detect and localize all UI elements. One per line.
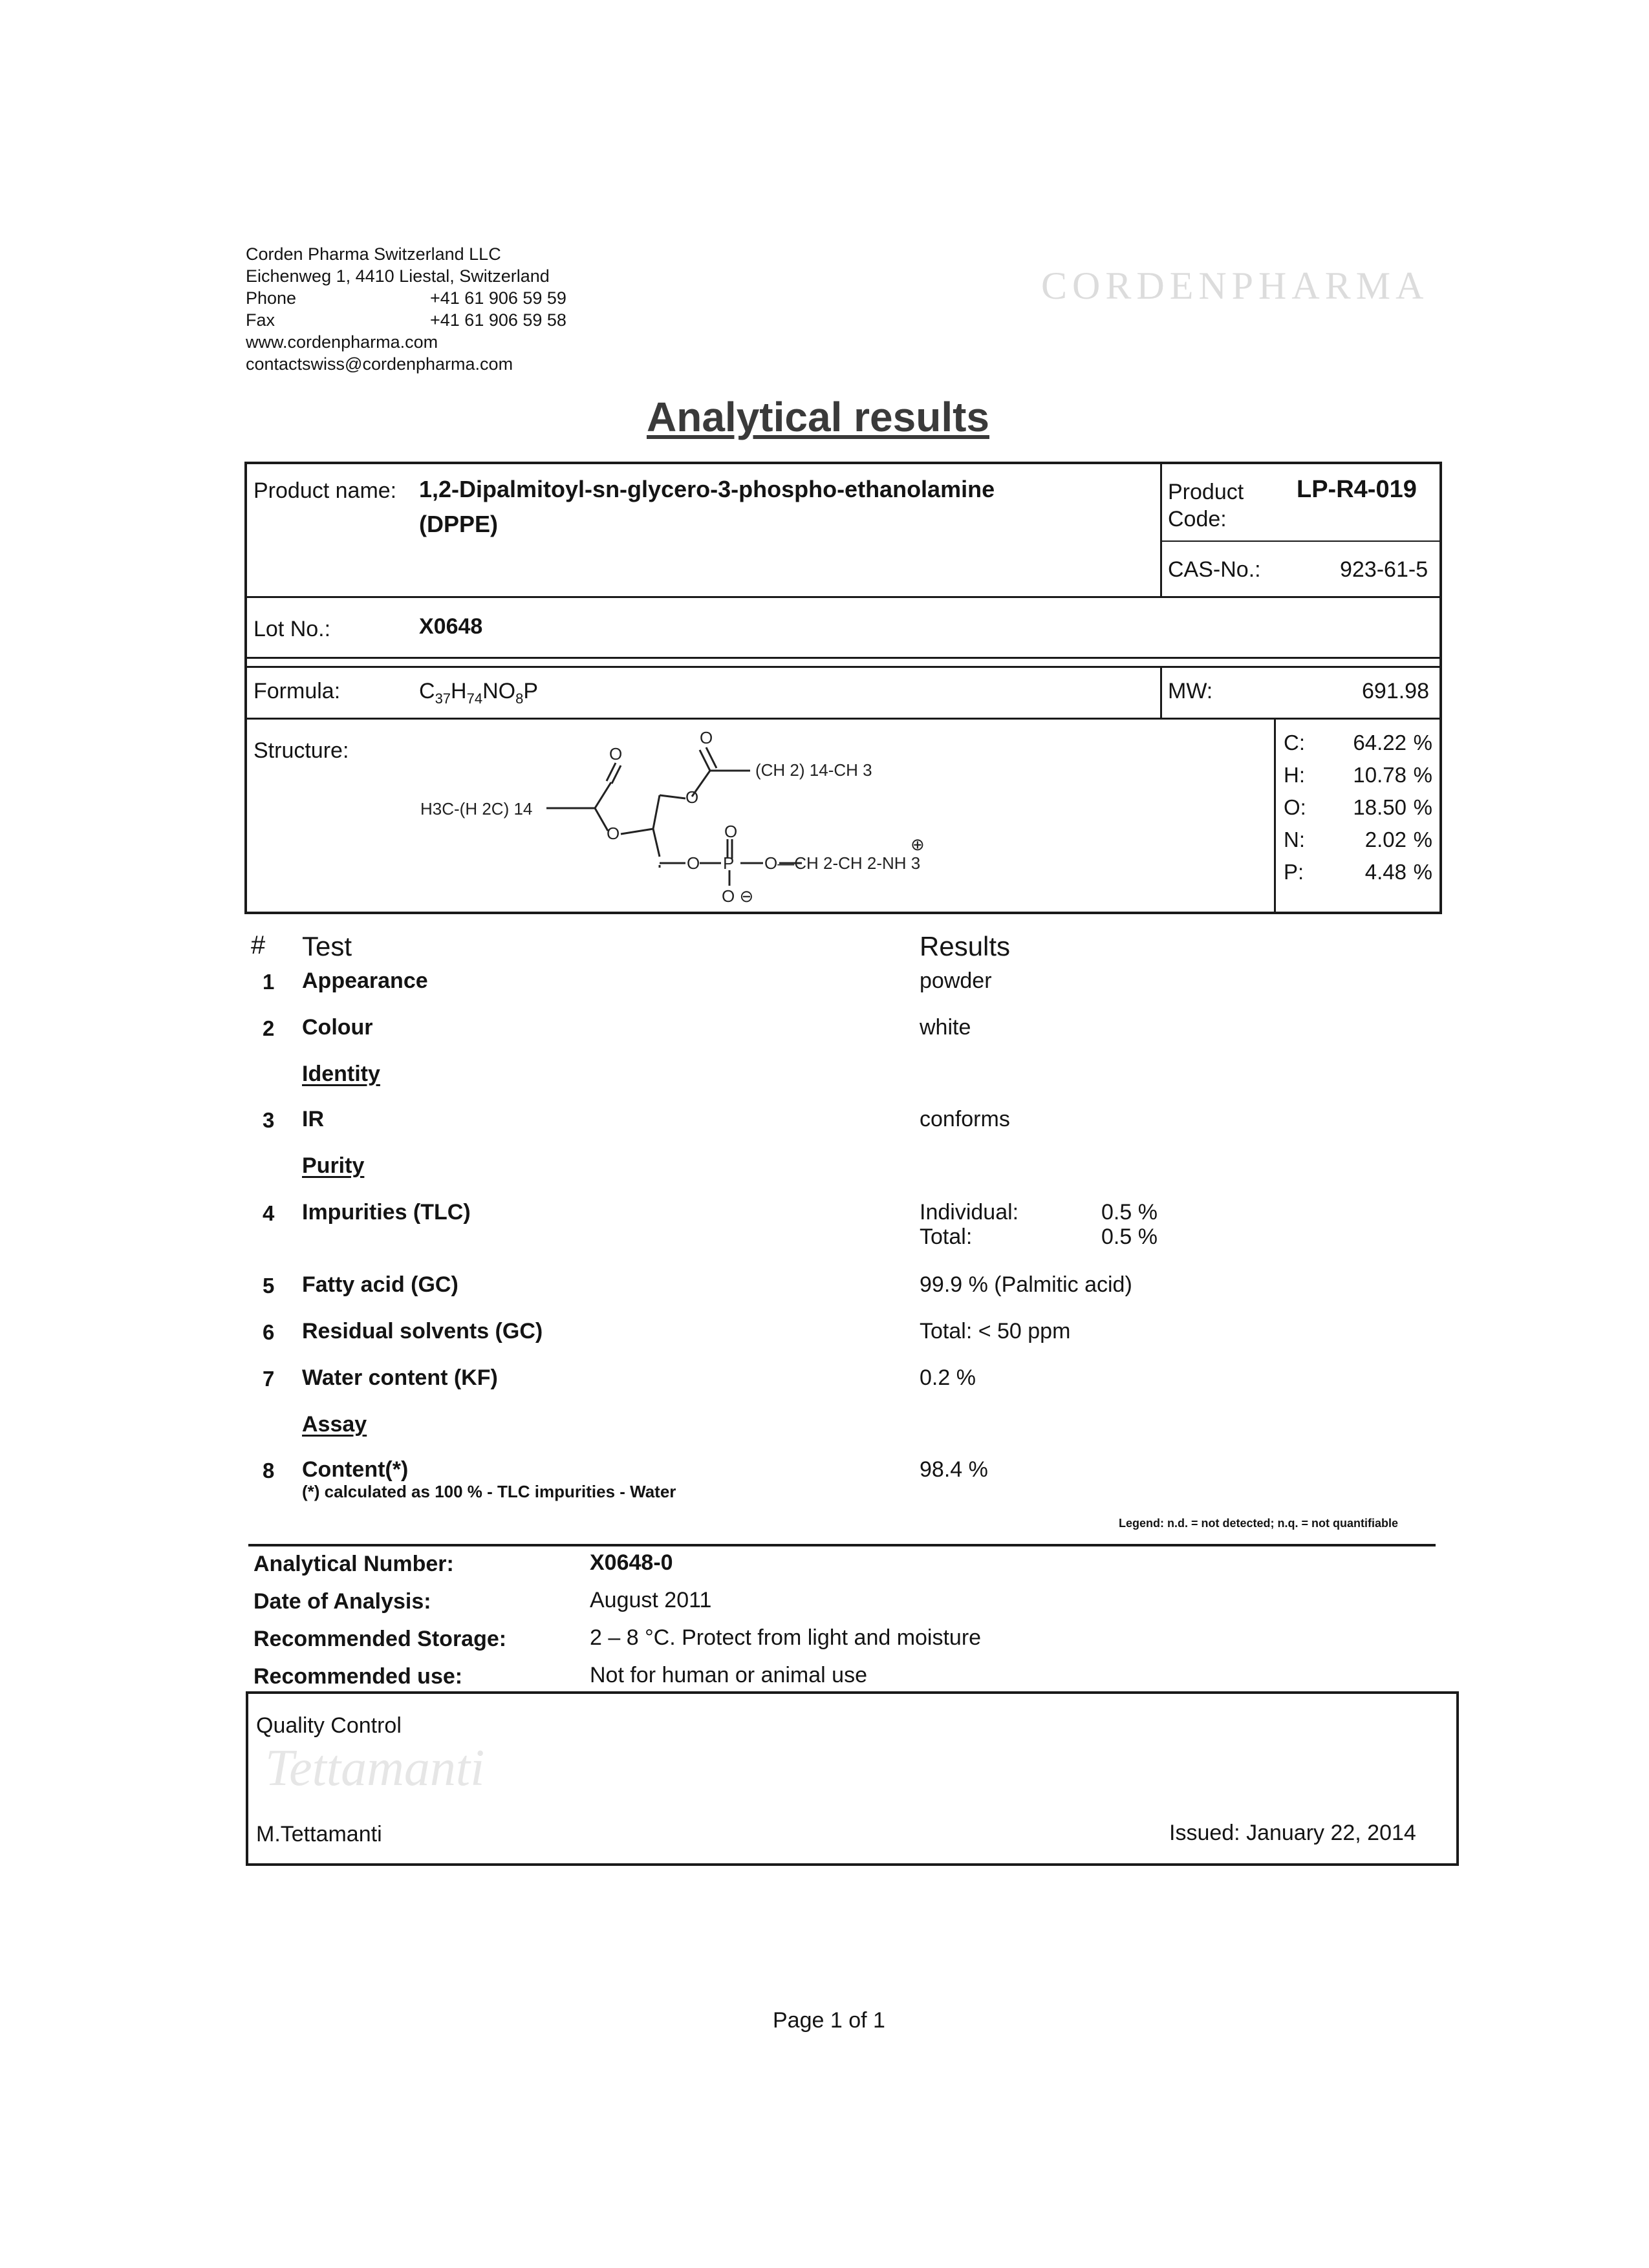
test-name: IR (302, 1107, 324, 1131)
product-name-abbrev: (DPPE) (419, 511, 499, 537)
test-number: 1 (263, 970, 275, 994)
test-number: 4 (263, 1201, 275, 1225)
structure-po-double: O (724, 822, 738, 841)
formula-h-sub: 74 (466, 690, 483, 707)
formula-p: P (523, 679, 539, 703)
structure-plus: ⊕ (911, 835, 925, 854)
formula (419, 679, 538, 707)
composition-value: 2.02 (1364, 828, 1406, 851)
page-number: Page 1 of 1 (773, 2008, 885, 2033)
use-value: Not for human or animal use (590, 1663, 867, 1687)
structure-carbonyl-o2: O (700, 728, 713, 747)
results-header: Results (920, 931, 1011, 961)
company-name: Corden Pharma Switzerland LLC (246, 244, 501, 264)
analytical-number-label: Analytical Number: (253, 1552, 454, 1576)
composition-symbol: C: (1284, 731, 1305, 754)
test-number: 3 (263, 1108, 275, 1132)
phone-label: Phone (246, 288, 297, 308)
divider (248, 1544, 1436, 1546)
percent-sign: % (1413, 828, 1432, 851)
test-result-label: Total: (920, 1225, 973, 1249)
fax-number: +41 61 906 59 58 (430, 310, 566, 330)
structure-phosphate-o: O (687, 853, 700, 873)
composition-value: 10.78 (1353, 763, 1406, 787)
test-result: 0.5 % (1101, 1225, 1158, 1249)
formula-h: H (451, 679, 467, 703)
section-purity: Purity (302, 1153, 365, 1178)
section-identity: Identity (302, 1062, 380, 1086)
test-name: Colour (302, 1015, 373, 1040)
legend: Legend: n.d. = not detected; n.q. = not quantifiable (1119, 1517, 1398, 1530)
structure-diagram (401, 724, 996, 912)
test-result: 0.5 % (1101, 1200, 1158, 1225)
test-name: Content(*) (302, 1457, 409, 1482)
date-label: Date of Analysis: (253, 1589, 431, 1614)
structure-left-chain: H3C-(H 2C) 14 (420, 799, 533, 818)
qc-name: M.Tettamanti (256, 1822, 382, 1846)
test-note: (*) calculated as 100 % - TLC impurities - Water (302, 1482, 676, 1501)
cas-number: 923-61-5 (1340, 557, 1428, 582)
test-result: conforms (920, 1107, 1010, 1131)
test-result-label: Individual: (920, 1200, 1019, 1225)
structure-carbonyl-o1: O (609, 744, 623, 764)
product-name: 1,2-Dipalmitoyl-sn-glycero-3-phospho-ethanolamine (419, 476, 995, 502)
test-name: Residual solvents (GC) (302, 1319, 543, 1343)
composition-symbol: N: (1284, 828, 1305, 851)
signature: Tettamanti (265, 1740, 485, 1797)
analytical-number: X0648-0 (590, 1550, 673, 1575)
company-email[interactable]: contactswiss@cordenpharma.com (246, 354, 513, 374)
lot-label: Lot No.: (253, 617, 331, 641)
structure-po-minus: O ⊖ (722, 886, 754, 906)
formula-no: NO (482, 679, 516, 703)
company-phone (246, 287, 566, 309)
formula-label: Formula: (253, 679, 341, 703)
test-result: powder (920, 968, 992, 993)
test-header: Test (302, 931, 352, 961)
percent-sign: % (1413, 860, 1432, 884)
phone-number: +41 61 906 59 59 (430, 288, 566, 308)
percent-sign: % (1413, 763, 1432, 787)
test-name: Impurities (TLC) (302, 1200, 471, 1225)
test-number: 8 (263, 1459, 275, 1482)
section-assay: Assay (302, 1412, 367, 1437)
formula-o-sub: 8 (515, 690, 524, 707)
test-result: white (920, 1015, 971, 1040)
test-number: 5 (263, 1274, 275, 1298)
structure-label: Structure: (253, 738, 349, 763)
date-value: August 2011 (590, 1588, 712, 1612)
company-header (246, 243, 566, 375)
product-name-label: Product name: (253, 478, 397, 503)
use-label: Recommended use: (253, 1664, 463, 1689)
company-logo: CORDENPHARMA (1041, 264, 1429, 307)
test-result: 0.2 % (920, 1365, 976, 1390)
test-name: Fatty acid (GC) (302, 1272, 458, 1297)
formula-c-sub: 37 (435, 690, 451, 707)
product-code-label-2: Code: (1168, 507, 1227, 531)
hash-header: # (251, 931, 266, 959)
structure-head: O—CH 2-CH 2-NH 3 (764, 853, 921, 873)
composition-symbol: P: (1284, 860, 1304, 884)
company-address: Eichenweg 1, 4410 Liestal, Switzerland (246, 266, 550, 286)
cas-label: CAS-No.: (1168, 557, 1261, 582)
structure-phosphorus: P (723, 853, 735, 873)
composition-value: 4.48 (1364, 860, 1406, 884)
storage-label: Recommended Storage: (253, 1627, 507, 1651)
test-result: Total: < 50 ppm (920, 1319, 1071, 1343)
storage-value: 2 – 8 °C. Protect from light and moisture (590, 1625, 982, 1650)
issued-date: Issued: January 22, 2014 (1169, 1821, 1416, 1845)
company-fax (246, 309, 566, 331)
composition-value: 64.22 (1353, 731, 1406, 754)
structure-ester-o2: O (685, 787, 699, 807)
formula-c: C (419, 679, 435, 703)
company-website[interactable]: www.cordenpharma.com (246, 332, 438, 352)
page-title: Analytical results (647, 394, 989, 440)
qc-label: Quality Control (256, 1713, 402, 1738)
percent-sign: % (1413, 795, 1432, 819)
test-number: 7 (263, 1367, 275, 1391)
mw-label: MW: (1168, 679, 1213, 703)
composition-symbol: H: (1284, 763, 1305, 787)
composition-value: 18.50 (1353, 795, 1406, 819)
test-name: Water content (KF) (302, 1365, 498, 1390)
mw-value: 691.98 (1362, 679, 1429, 703)
test-result: 98.4 % (920, 1457, 988, 1482)
product-code: LP-R4-019 (1297, 476, 1417, 503)
test-number: 6 (263, 1320, 275, 1344)
lot-number: X0648 (419, 614, 483, 639)
test-number: 2 (263, 1016, 275, 1040)
test-result: 99.9 % (Palmitic acid) (920, 1272, 1132, 1297)
fax-label: Fax (246, 310, 275, 330)
product-code-label: Product (1168, 480, 1244, 504)
test-name: Appearance (302, 968, 428, 993)
structure-top-chain: (CH 2) 14-CH 3 (755, 760, 872, 780)
percent-sign: % (1413, 731, 1432, 754)
structure-ester-o1: O (607, 824, 620, 843)
composition-symbol: O: (1284, 795, 1306, 819)
